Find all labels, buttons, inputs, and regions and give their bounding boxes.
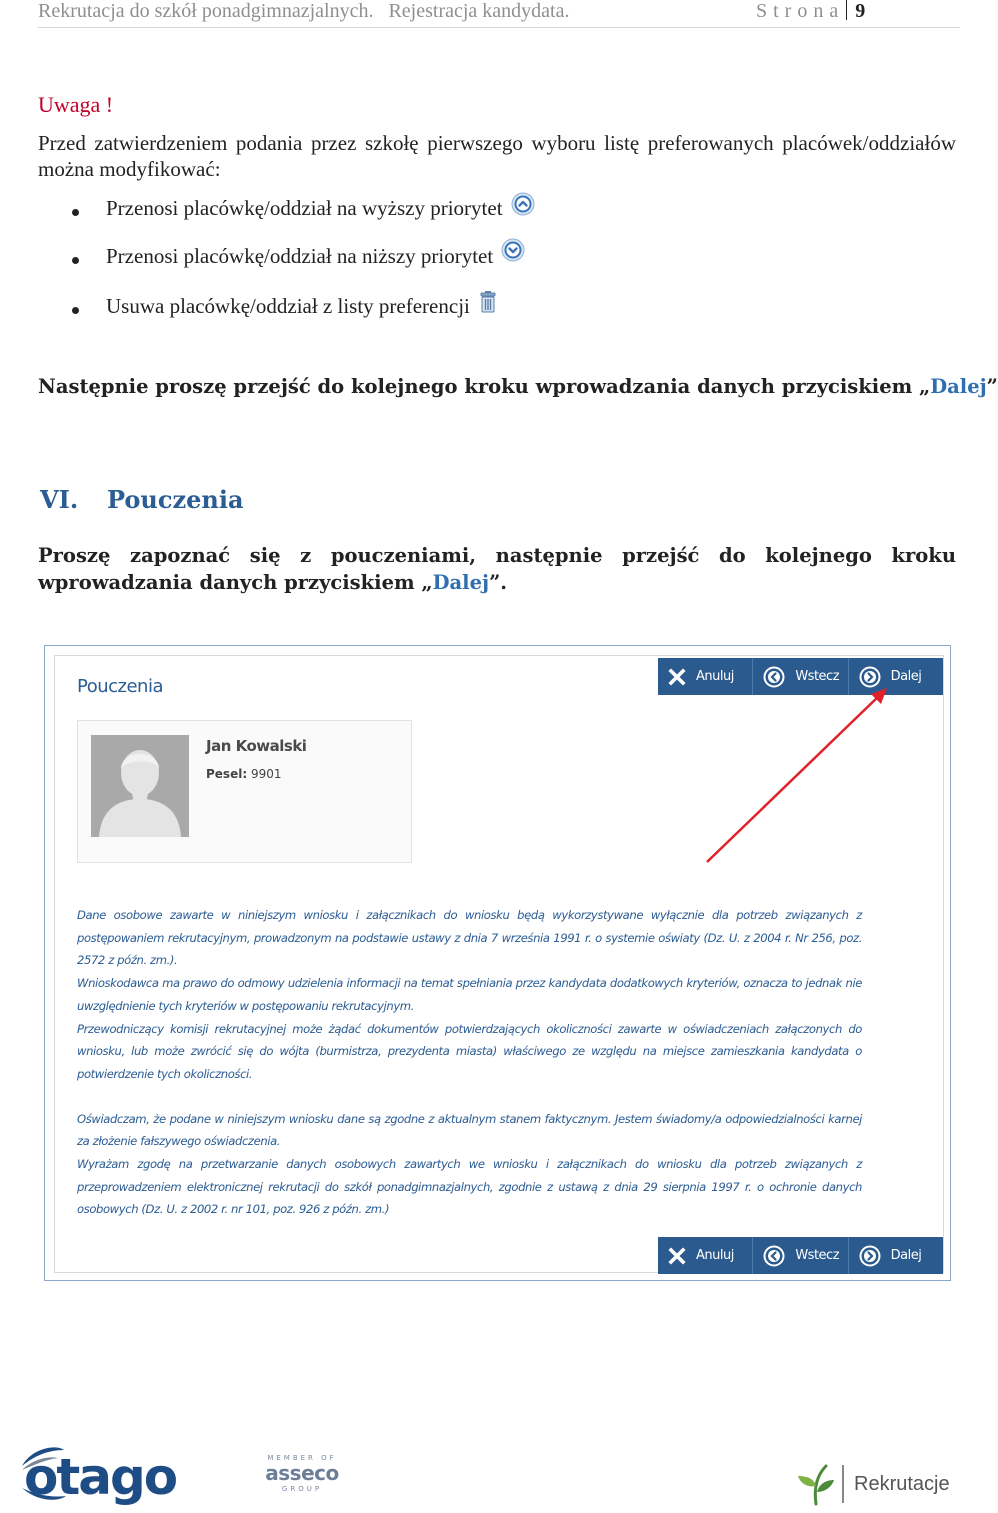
legal-paragraph: Oświadczam, że podane w niniejszym wniosku dane są zgodne z aktualnym stanem faktycznym. Jestem świadomy/a odpowiedzialności karnej za złożenie fałszywego oświadczenia. [77,1111,862,1149]
next-step-instruction: Następnie proszę przejść do kolejnego kroku wprowadzania danych przyciskiem „Dalej” [38,375,998,398]
svg-text:otago: otago [24,1448,177,1506]
back-button[interactable]: Wstecz [753,1237,848,1274]
arrow-up-circle-icon [511,192,535,222]
candidate-pesel: Pesel: 9901 [206,767,282,781]
svg-text:asseco: asseco [265,1461,339,1485]
legal-paragraph: Przewodniczący komisji rekrutacyjnej może żądać dokumentów potwierdzających okoliczności zawarte w oświadczeniach załączonych do wniosku, lub może zwrócić się do wójta (burmistrza, prezydenta miasta) właściwego ze względu na miejsce zamieszkania kandydata o potwierdzenie tych okoliczności. [77,1021,862,1081]
list-item [70,244,535,294]
app-screenshot [44,645,951,1281]
legal-paragraph: Wyrażam zgodę na przetwarzanie danych osobowych zawartych we wniosku i załącznikach do wniosku dla potrzeb związanych z przeprowadzeniem elektronicznej rekrutacji do szkół ponadgimnazjalnych, zgodnie z ustawą z dnia 29 sierpnia 1997 r. o ochronie danych osobowych (Dz. U. z 2002 r. nr 101, poz. 926 z późn. zm.) [77,1157,862,1217]
action-list [70,196,535,342]
section-number: VI. [40,485,79,514]
doc-subtitle: Rejestracja kandydata. [388,0,570,22]
list-item-text: Przenosi placówkę/oddział na wyższy priorytet [106,196,503,220]
trash-icon [478,290,498,320]
candidate-name: Jan Kowalski [206,737,307,755]
arrow-down-circle-icon [501,238,525,268]
rekrutacje-logo-text: Rekrutacje [854,1472,950,1495]
next-step-link: Dalej [930,375,987,398]
list-item-text: Usuwa placówkę/oddział z listy preferencji [106,294,470,318]
legal-paragraph: Wnioskodawca ma prawo do odmowy udzielenia informacji na temat spełniania przez kandydata dodatkowych kryteriów, oznacza to jednak nie uwzględnienie tych kryteriów w postępowaniu rekrutacyjnym. [77,976,862,1013]
annotation-arrow [45,646,952,1282]
section-title: Pouczenia [107,485,244,514]
warning-title: Uwaga ! [38,92,114,117]
page-label: Strona [756,0,845,22]
otago-logo [18,1442,223,1510]
back-button[interactable]: Wstecz [753,658,848,695]
list-item [70,196,535,244]
rekrutacje-logo [796,1462,950,1506]
next-button[interactable]: Dalej [849,658,943,695]
warning-intro: Przed zatwierdzeniem podania przez szkołę pierwszego wyboru listę preferowanych placówek/oddziałów można modyfikować: [38,131,956,181]
leaf-icon [796,1462,836,1506]
page-number: 9 [855,0,866,22]
screenshot-title: Pouczenia [77,676,163,697]
svg-text:MEMBER OF: MEMBER OF [267,1454,337,1462]
cancel-button[interactable]: Anuluj [658,1237,753,1274]
page-header [38,0,960,28]
section-heading [40,485,244,514]
asseco-logo [250,1452,354,1500]
logo-divider [842,1465,844,1503]
list-item [70,294,535,342]
section-next-link: Dalej [432,571,490,594]
legal-paragraph: Dane osobowe zawarte w niniejszym wniosku i załącznikach do wniosku będą wykorzystywane wyłącznie dla potrzeb związanych z postępowaniem rekrutacyjnym, prowadzonym na podstawie ustawy z dnia 7 września 1991 r. o systemie oświaty (Dz. U. z 2004 r. Nr 256, poz. 2572 z późn. zm.). [77,908,862,968]
header-divider [846,0,847,20]
cancel-button[interactable]: Anuluj [658,658,753,695]
next-button[interactable]: Dalej [849,1237,943,1274]
doc-title: Rekrutacja do szkół ponadgimnazjalnych. [38,0,374,22]
list-item-text: Przenosi placówkę/oddział na niższy priorytet [106,244,494,268]
section-instruction: Proszę zapoznać się z pouczeniami, następnie przejść do kolejnego kroku wprowadzania danych przyciskiem „Dalej”. [38,544,956,594]
svg-text:GROUP: GROUP [281,1485,323,1493]
